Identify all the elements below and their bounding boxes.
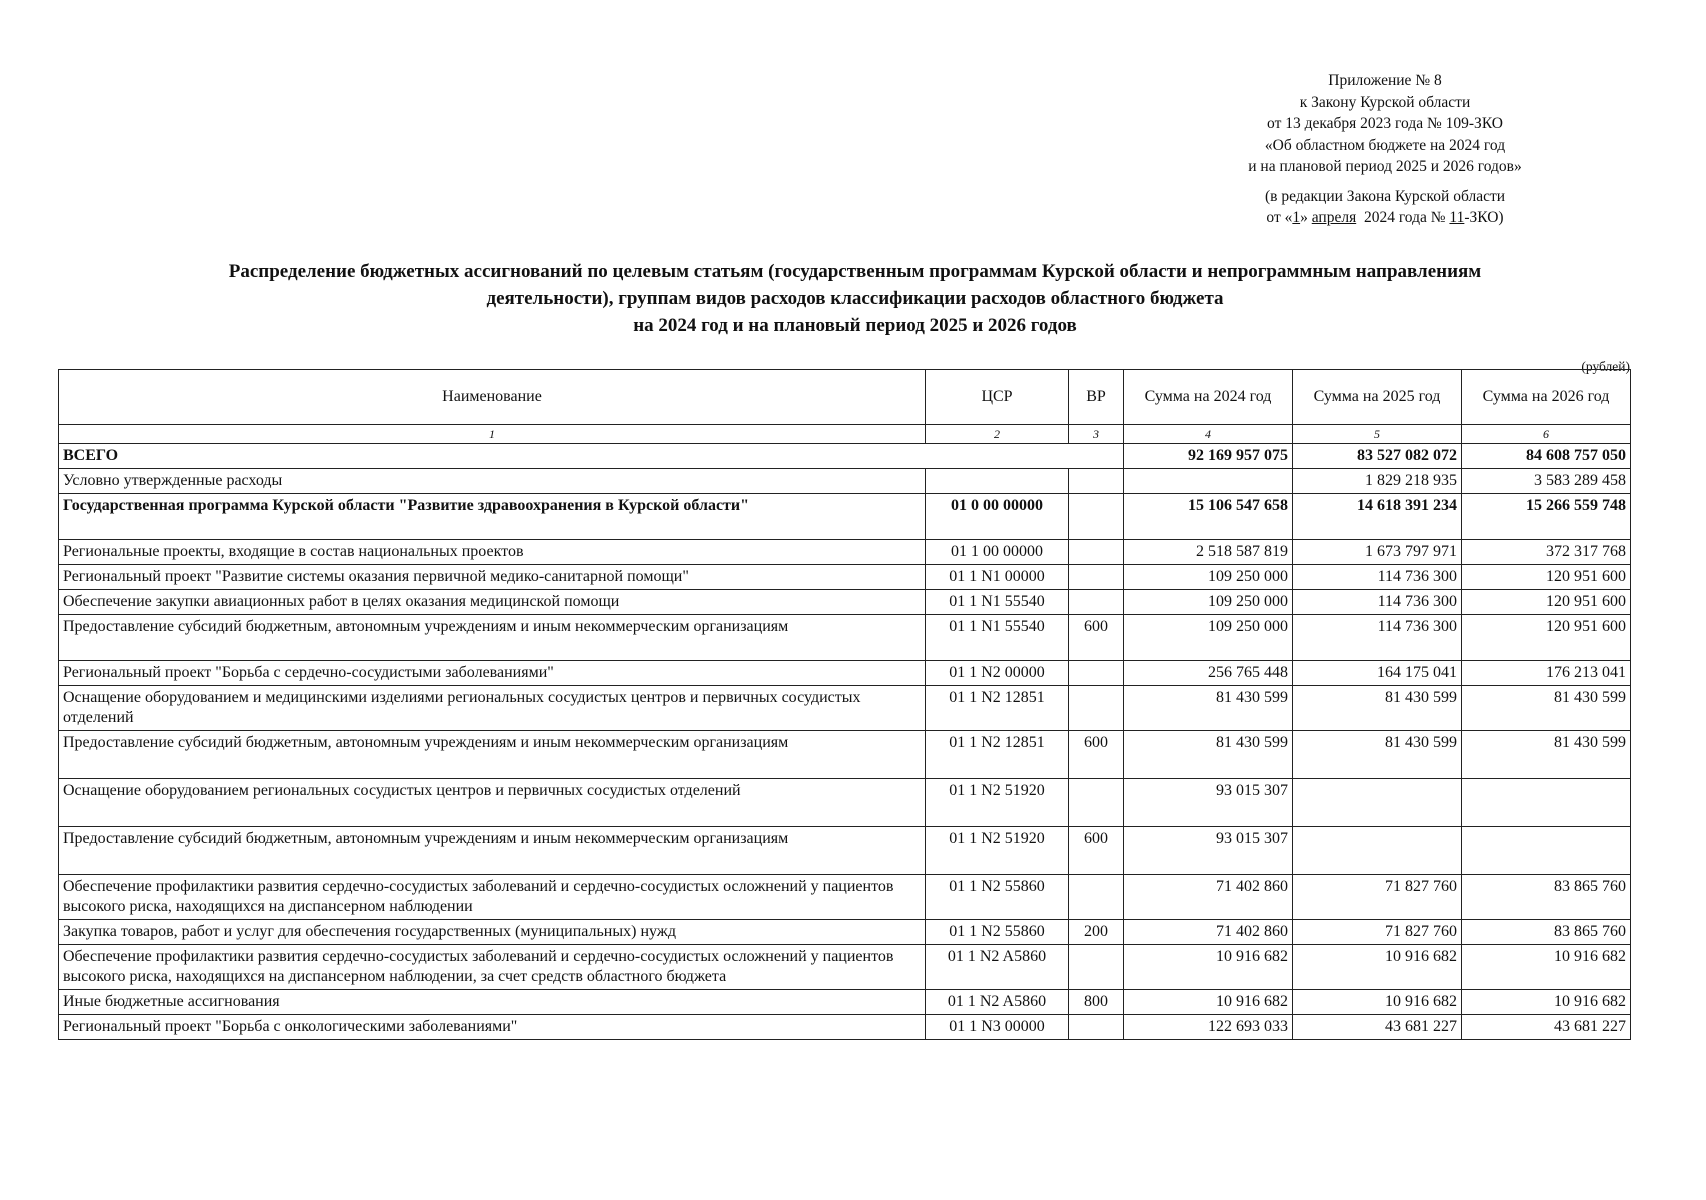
row-sum-2024: 71 402 860	[1124, 875, 1293, 920]
row-vr: 200	[1069, 920, 1124, 945]
row-sum-2025: 83 527 082 072	[1293, 444, 1462, 469]
title-line: на 2024 год и на плановый период 2025 и 2026 годов	[633, 315, 1077, 336]
revision-suffix: -ЗКО)	[1464, 209, 1504, 226]
row-sum-2025: 164 175 041	[1293, 661, 1462, 686]
row-vr: 600	[1069, 731, 1124, 779]
row-sum-2025: 81 430 599	[1293, 731, 1462, 779]
header-name: Наименование	[59, 370, 926, 425]
appendix-line: Приложение № 8	[1328, 72, 1442, 89]
row-csr: 01 1 N3 00000	[926, 1015, 1069, 1040]
table-row-total	[59, 444, 1631, 469]
row-sum-2024: 10 916 682	[1124, 945, 1293, 990]
row-sum-2025: 1 673 797 971	[1293, 540, 1462, 565]
row-vr	[1069, 540, 1124, 565]
table-row	[59, 590, 1631, 615]
row-sum-2026: 3 583 289 458	[1462, 469, 1631, 494]
row-name: Региональный проект "Борьба с сердечно-сосудистыми заболеваниями"	[59, 661, 926, 686]
row-sum-2024: 109 250 000	[1124, 565, 1293, 590]
row-csr: 01 1 N2 12851	[926, 686, 1069, 731]
appendix-line: к Закону Курской области	[1299, 93, 1471, 111]
row-sum-2026: 10 916 682	[1462, 990, 1631, 1015]
row-sum-2025	[1293, 779, 1462, 827]
row-csr: 01 1 N2 55860	[926, 920, 1069, 945]
table-row	[59, 565, 1631, 590]
row-name: Региональные проекты, входящие в состав национальных проектов	[59, 540, 926, 565]
table-row	[59, 686, 1631, 731]
row-name: ВСЕГО	[59, 444, 1124, 469]
row-sum-2024: 93 015 307	[1124, 779, 1293, 827]
title-line: деятельности), группам видов расходов классификации расходов областного бюджета	[486, 288, 1224, 309]
row-vr	[1069, 945, 1124, 990]
row-vr: 600	[1069, 827, 1124, 875]
row-sum-2025: 114 736 300	[1293, 565, 1462, 590]
row-name: Обеспечение профилактики развития сердечно-сосудистых заболеваний и сердечно-сосудистых осложнений у пациентов высокого риска, находящихся на диспансерном наблюдении, за счет средств областного бюджета	[59, 945, 926, 990]
row-sum-2025: 14 618 391 234	[1293, 494, 1462, 540]
row-sum-2026: 10 916 682	[1462, 945, 1631, 990]
table-row	[59, 540, 1631, 565]
row-sum-2026	[1462, 827, 1631, 875]
revision-day: 1	[1292, 209, 1301, 226]
column-number: 2	[926, 425, 1069, 444]
row-sum-2024: 71 402 860	[1124, 920, 1293, 945]
revision-year: 2024 года №	[1356, 209, 1450, 226]
appendix-revision-line	[1180, 207, 1590, 229]
table-row	[59, 1015, 1631, 1040]
row-name: Обеспечение профилактики развития сердечно-сосудистых заболеваний и сердечно-сосудистых осложнений у пациентов высокого риска, находящихся на диспансерном наблюдении	[59, 875, 926, 920]
header-csr: ЦСР	[926, 370, 1069, 425]
table-row	[59, 615, 1631, 661]
row-sum-2024: 109 250 000	[1124, 590, 1293, 615]
row-csr: 01 1 N2 51920	[926, 779, 1069, 827]
row-name: Предоставление субсидий бюджетным, автономным учреждениям и иным некоммерческим организациям	[59, 827, 926, 875]
row-csr: 01 0 00 00000	[926, 494, 1069, 540]
title-line: Распределение бюджетных ассигнований по целевым статьям (государственным программам Курской области и непрограммным направлениям	[228, 261, 1482, 282]
row-csr: 01 1 N1 55540	[926, 615, 1069, 661]
row-name: Условно утвержденные расходы	[59, 469, 926, 494]
row-sum-2024: 93 015 307	[1124, 827, 1293, 875]
row-sum-2025: 1 829 218 935	[1293, 469, 1462, 494]
row-name: Региональный проект "Развитие системы оказания первичной медико-санитарной помощи"	[59, 565, 926, 590]
row-sum-2025: 114 736 300	[1293, 590, 1462, 615]
appendix-line: от 13 декабря 2023 года № 109-ЗКО	[1267, 115, 1503, 132]
row-vr: 800	[1069, 990, 1124, 1015]
document-title	[90, 258, 1620, 339]
row-sum-2024: 81 430 599	[1124, 686, 1293, 731]
table-header-row	[59, 370, 1631, 425]
column-number-row	[59, 425, 1631, 444]
revision-number: 11	[1449, 209, 1465, 226]
row-sum-2024: 10 916 682	[1124, 990, 1293, 1015]
table-row	[59, 779, 1631, 827]
row-sum-2026: 81 430 599	[1462, 731, 1631, 779]
row-sum-2024: 122 693 033	[1124, 1015, 1293, 1040]
appendix-line: «Об областном бюджете на 2024 год	[1264, 136, 1506, 154]
appendix-line: и на плановой период 2025 и 2026 годов»	[1248, 158, 1522, 175]
row-sum-2026: 83 865 760	[1462, 875, 1631, 920]
row-sum-2026: 83 865 760	[1462, 920, 1631, 945]
row-name: Оснащение оборудованием региональных сосудистых центров и первичных сосудистых отделений	[59, 779, 926, 827]
table-row	[59, 827, 1631, 875]
header-vr: ВР	[1069, 370, 1124, 425]
budget-table	[58, 369, 1631, 1040]
row-vr	[1069, 661, 1124, 686]
row-sum-2026: 15 266 559 748	[1462, 494, 1631, 540]
appendix-line: (в редакции Закона Курской области	[1264, 187, 1506, 205]
unit-label: (рублей)	[1581, 359, 1630, 374]
row-vr	[1069, 590, 1124, 615]
row-name: Иные бюджетные ассигнования	[59, 990, 926, 1015]
column-number: 3	[1069, 425, 1124, 444]
row-vr	[1069, 779, 1124, 827]
table-row	[59, 875, 1631, 920]
table-row	[59, 469, 1631, 494]
row-vr	[1069, 1015, 1124, 1040]
appendix-header	[1180, 70, 1590, 229]
row-sum-2024: 109 250 000	[1124, 615, 1293, 661]
table-row-program	[59, 494, 1631, 540]
row-sum-2026: 43 681 227	[1462, 1015, 1631, 1040]
row-csr: 01 1 N1 55540	[926, 590, 1069, 615]
row-sum-2025: 10 916 682	[1293, 945, 1462, 990]
row-name: Предоставление субсидий бюджетным, автономным учреждениям и иным некоммерческим организациям	[59, 615, 926, 661]
revision-month: апреля	[1311, 209, 1357, 226]
row-csr: 01 1 N1 00000	[926, 565, 1069, 590]
row-csr: 01 1 N2 12851	[926, 731, 1069, 779]
row-sum-2025: 43 681 227	[1293, 1015, 1462, 1040]
row-sum-2024	[1124, 469, 1293, 494]
header-sum-2024: Сумма на 2024 год	[1124, 370, 1293, 425]
row-sum-2024: 15 106 547 658	[1124, 494, 1293, 540]
revision-prefix: от «	[1266, 209, 1293, 226]
row-sum-2025: 81 430 599	[1293, 686, 1462, 731]
row-sum-2026: 120 951 600	[1462, 615, 1631, 661]
row-csr: 01 1 00 00000	[926, 540, 1069, 565]
row-name: Предоставление субсидий бюджетным, автономным учреждениям и иным некоммерческим организациям	[59, 731, 926, 779]
row-sum-2026: 81 430 599	[1462, 686, 1631, 731]
row-sum-2024: 81 430 599	[1124, 731, 1293, 779]
row-sum-2024: 2 518 587 819	[1124, 540, 1293, 565]
row-sum-2025: 10 916 682	[1293, 990, 1462, 1015]
row-vr	[1069, 686, 1124, 731]
row-csr: 01 1 N2 A5860	[926, 945, 1069, 990]
row-sum-2025: 114 736 300	[1293, 615, 1462, 661]
row-sum-2025	[1293, 827, 1462, 875]
row-sum-2025: 71 827 760	[1293, 875, 1462, 920]
row-sum-2026: 372 317 768	[1462, 540, 1631, 565]
row-sum-2026: 176 213 041	[1462, 661, 1631, 686]
table-row	[59, 731, 1631, 779]
row-sum-2026	[1462, 779, 1631, 827]
row-vr	[1069, 875, 1124, 920]
row-sum-2024: 256 765 448	[1124, 661, 1293, 686]
row-vr	[1069, 469, 1124, 494]
column-number: 5	[1293, 425, 1462, 444]
row-vr: 600	[1069, 615, 1124, 661]
table-row	[59, 920, 1631, 945]
row-vr	[1069, 565, 1124, 590]
column-number: 1	[59, 425, 926, 444]
revision-mid: »	[1300, 209, 1312, 226]
row-vr	[1069, 494, 1124, 540]
header-sum-2025: Сумма на 2025 год	[1293, 370, 1462, 425]
column-number: 4	[1124, 425, 1293, 444]
row-sum-2025: 71 827 760	[1293, 920, 1462, 945]
row-csr: 01 1 N2 55860	[926, 875, 1069, 920]
row-name: Обеспечение закупки авиационных работ в целях оказания медицинской помощи	[59, 590, 926, 615]
header-sum-2026: Сумма на 2026 год	[1462, 370, 1631, 425]
table-row	[59, 945, 1631, 990]
row-csr: 01 1 N2 00000	[926, 661, 1069, 686]
table-row	[59, 661, 1631, 686]
row-name: Закупка товаров, работ и услуг для обеспечения государственных (муниципальных) нужд	[59, 920, 926, 945]
column-number: 6	[1462, 425, 1631, 444]
row-csr: 01 1 N2 51920	[926, 827, 1069, 875]
row-name: Государственная программа Курской области "Развитие здравоохранения в Курской области"	[59, 494, 926, 540]
row-csr: 01 1 N2 A5860	[926, 990, 1069, 1015]
row-sum-2026: 120 951 600	[1462, 565, 1631, 590]
row-sum-2024: 92 169 957 075	[1124, 444, 1293, 469]
row-name: Региональный проект "Борьба с онкологическими заболеваниями"	[59, 1015, 926, 1040]
row-sum-2026: 84 608 757 050	[1462, 444, 1631, 469]
row-name: Оснащение оборудованием и медицинскими изделиями региональных сосудистых центров и первичных сосудистых отделений	[59, 686, 926, 731]
row-csr	[926, 469, 1069, 494]
row-sum-2026: 120 951 600	[1462, 590, 1631, 615]
table-row	[59, 990, 1631, 1015]
